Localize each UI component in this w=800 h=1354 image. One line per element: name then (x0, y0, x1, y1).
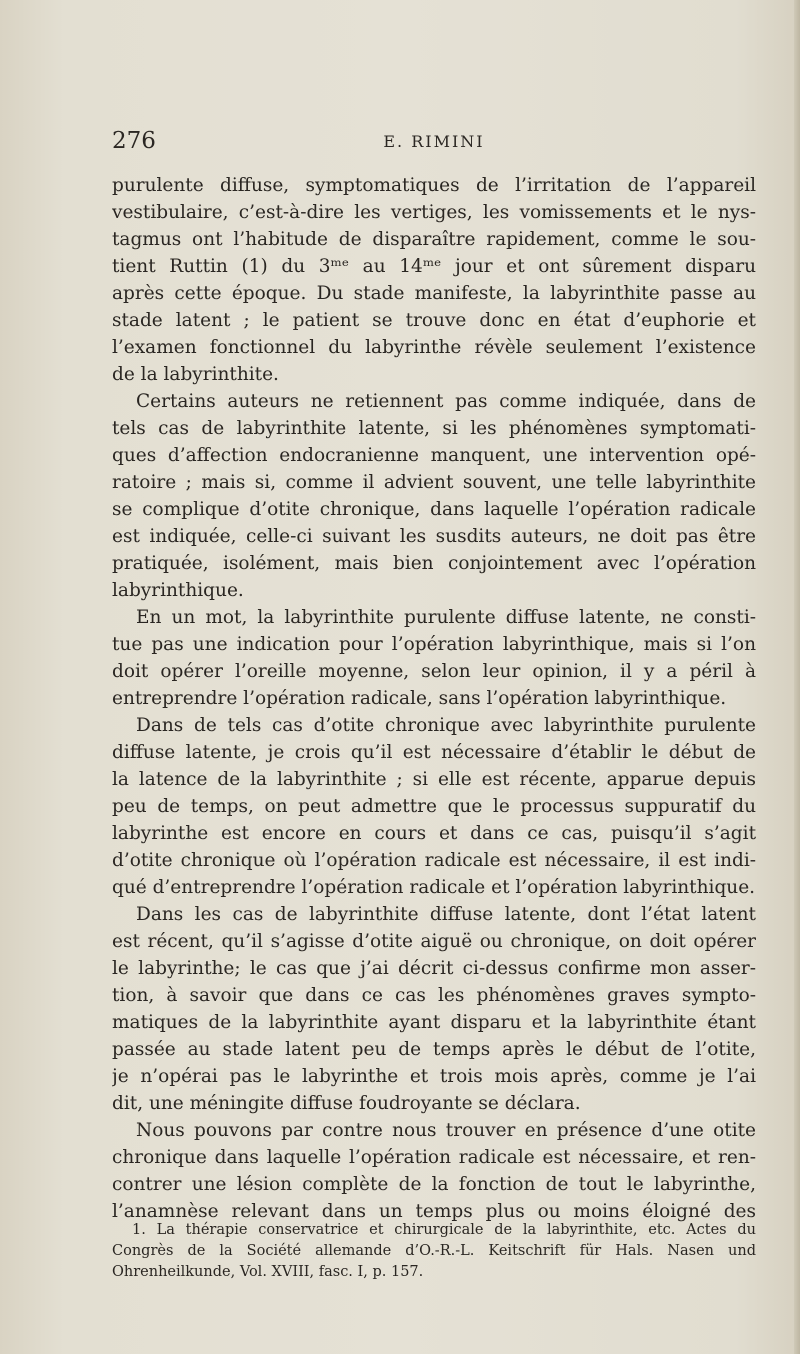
text-line: d’otite chronique où l’opération radicale est nécessaire, il est indi- (112, 850, 756, 871)
text-line: qué d’entreprendre l’opération radicale et l’opération labyrinthique. (112, 877, 756, 898)
text-line: tels cas de labyrinthite latente, si les phénomènes symptomati- (112, 418, 756, 439)
text-line: la latence de la labyrinthite ; si elle est récente, apparue depuis (112, 769, 756, 790)
text-line: matiques de la labyrinthite ayant disparu et la labyrinthite étant (112, 1012, 756, 1033)
text-line: labyrinthique. (112, 580, 244, 601)
paragraph-start-line: Certains auteurs ne retiennent pas comme indiquée, dans de (136, 391, 756, 412)
text-line: tagmus ont l’habitude de disparaître rapidement, comme le sou- (112, 229, 756, 250)
page-edge (794, 0, 800, 1354)
text-line: l’anamnèse relevant dans un temps plus ou moins éloigné des (112, 1201, 756, 1222)
page-number: 276 (112, 128, 156, 154)
footnote-line: Ohrenheilkunde, Vol. XVIII, fasc. I, p. 157. (112, 1264, 424, 1280)
page-header (112, 128, 756, 158)
text-line: entreprendre l’opération radicale, sans l’opération labyrinthique. (112, 688, 727, 709)
text-line: le labyrinthe; le cas que j’ai décrit ci-dessus confirme mon asser- (112, 958, 756, 979)
footnote-line: 1. La thérapie conservatrice et chirurgicale de la labyrinthite, etc. Actes du (132, 1222, 756, 1238)
paragraph-start-line: Nous pouvons par contre nous trouver en présence d’une otite (136, 1120, 756, 1141)
text-line: après cette époque. Du stade manifeste, la labyrinthite passe au (112, 283, 756, 304)
text-line: purulente diffuse, symptomatiques de l’irritation de l’appareil (112, 175, 756, 196)
text-line: de la labyrinthite. (112, 364, 279, 385)
footnote-line: Congrès de la Société allemande d’O.-R.-L. Keitschrift für Hals. Nasen und (112, 1243, 756, 1259)
paragraph-start-line: Dans les cas de labyrinthite diffuse latente, dont l’état latent (136, 904, 756, 925)
text-line: diffuse latente, je crois qu’il est nécessaire d’établir le début de (112, 742, 756, 763)
text-line: peu de temps, on peut admettre que le processus suppuratif du (112, 796, 756, 817)
text-line: tient Ruttin (1) du 3ᵐᵉ au 14ᵐᵉ jour et ont sûrement disparu (112, 256, 756, 277)
text-line: doit opérer l’oreille moyenne, selon leur opinion, il y a péril à (112, 661, 756, 682)
text-line: chronique dans laquelle l’opération radicale est nécessaire, et ren- (112, 1147, 756, 1168)
text-line: passée au stade latent peu de temps après le début de l’otite, (112, 1039, 756, 1060)
text-line: je n’opérai pas le labyrinthe et trois mois après, comme je l’ai (112, 1066, 756, 1087)
footnote (112, 1220, 756, 1283)
text-line: se complique d’otite chronique, dans laquelle l’opération radicale (112, 499, 756, 520)
paragraph-start-line: En un mot, la labyrinthite purulente diffuse latente, ne consti- (136, 607, 756, 628)
text-line: tion, à savoir que dans ce cas les phénomènes graves sympto- (112, 985, 756, 1006)
text-line: est indiquée, celle-ci suivant les susdits auteurs, ne doit pas être (112, 526, 756, 547)
text-line: vestibulaire, c’est-à-dire les vertiges, les vomissements et le nys- (112, 202, 756, 223)
text-line: pratiquée, isolément, mais bien conjointement avec l’opération (112, 553, 756, 574)
text-line: ratoire ; mais si, comme il advient souvent, une telle labyrinthite (112, 472, 756, 493)
text-line: stade latent ; le patient se trouve donc en état d’euphorie et (112, 310, 756, 331)
text-line: ques d’affection endocranienne manquent, une intervention opé- (112, 445, 756, 466)
paragraph-start-line: Dans de tels cas d’otite chronique avec labyrinthite purulente (136, 715, 756, 736)
text-line: labyrinthe est encore en cours et dans ce cas, puisqu’il s’agit (112, 823, 756, 844)
text-line: l’examen fonctionnel du labyrinthe révèle seulement l’existence (112, 337, 756, 358)
text-line: tue pas une indication pour l’opération labyrinthique, mais si l’on (112, 634, 756, 655)
running-head: E. RIMINI (383, 132, 485, 151)
text-line: est récent, qu’il s’agisse d’otite aiguë ou chronique, on doit opérer (112, 931, 756, 952)
body-text (112, 172, 756, 1225)
text-line: contrer une lésion complète de la fonction de tout le labyrinthe, (112, 1174, 756, 1195)
text-line: dit, une méningite diffuse foudroyante se déclara. (112, 1093, 581, 1114)
